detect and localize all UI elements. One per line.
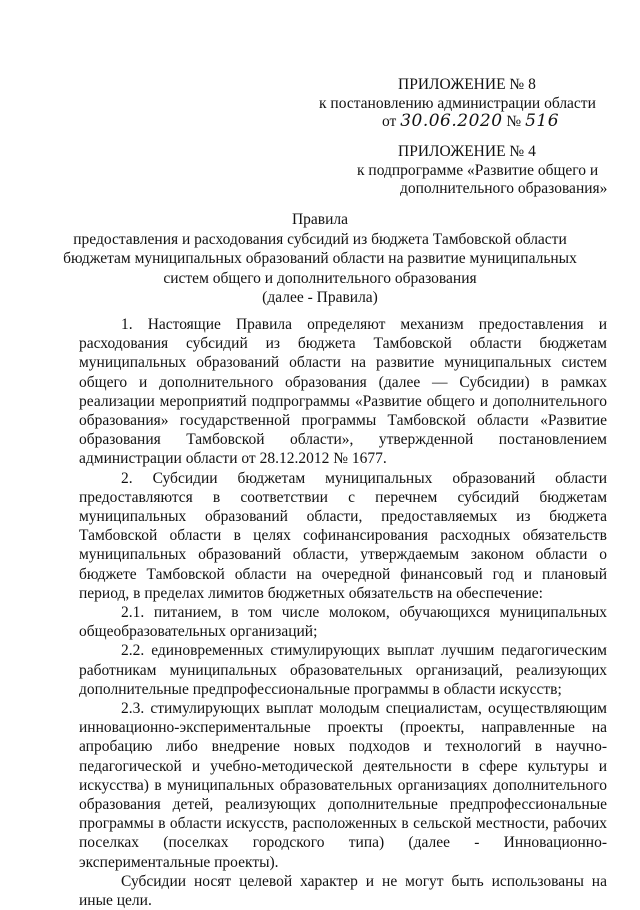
heading-line-5: (далее - Правила)	[262, 289, 378, 306]
paragraph-2: 2. Субсидии бюджетам муниципальных образований области предоставляются в соответствии с перечнем субсидий бюджетам муниципальных образований области, предоставляемых из бюджета Тамбовской области в целях софинансирования расходных обязательств муниципальных образований области, утверждаемым законом области о бюджете Тамбовской области на очередной финансовый год и плановый период, в пределах лимитов бюджетных обязательств на обеспечение:	[79, 469, 607, 602]
appendix-8-date-line	[382, 112, 559, 131]
appendix-4-line2: к подпрограмме «Развитие общего и	[357, 162, 599, 179]
rules-heading	[40, 210, 600, 308]
heading-line-2: предоставления и расходования субсидий из бюджета Тамбовской области	[73, 230, 567, 248]
appendix-8-subtitle: к постановлению администрации области	[319, 95, 596, 112]
paragraph-2-2: 2.2. единовременных стимулирующих выплат лучшим педагогическим работникам муниципальных образовательных организаций, реализующих дополнительные предпрофессиональные программы в области искусств;	[79, 642, 607, 698]
paragraph-2-3: 2.3. стимулирующих выплат молодым специалистам, осуществляющим инновационно-экспериментальные проекты (проекты, направленные на апробацию либо внедрение новых подходов и технологий в научно-педагогической и учебно-методической деятельности в сфере культуры и искусства) в муниципальных образовательных организациях дополнительного образования детей, реализующих дополнительные предпрофессиональные программы в области искусств, расположенных в сельской местности, рабочих поселках (поселках городского типа) (далее - Инновационно-экспериментальные проекты).	[79, 700, 607, 871]
heading-line-4: систем общего и дополнительного образования	[163, 269, 477, 287]
appendix-4-title: ПРИЛОЖЕНИЕ № 4	[398, 143, 536, 160]
paragraph-2-1: 2.1. питанием, в том числе молоком, обучающихся муниципальных общеобразовательных организаций;	[79, 604, 607, 641]
number-label: №	[506, 113, 522, 130]
heading-line-3: бюджетам муниципальных образований области на развитие муниципальных	[63, 250, 577, 267]
heading-line-1: Правила	[291, 211, 349, 228]
handwritten-date: 30.06.2020	[400, 111, 503, 131]
paragraph-1: 1. Настоящие Правила определяют механизм предоставления и расходования субсидий из бюджета Тамбовской области бюджетам муниципальных образований области на развитие муниципальных систем общего и дополнительного образования (далее — Субсидии) в рамках реализации мероприятий подпрограммы «Развитие общего и дополнительного образования» государственной программы Тамбовской области «Развитие образования Тамбовской области», утвержденной постановлением администрации области от 28.12.2012 № 1677.	[79, 316, 607, 468]
appendix-8-title: ПРИЛОЖЕНИЕ № 8	[398, 76, 536, 93]
document-body	[79, 315, 607, 910]
paragraph-3: Субсидии носят целевой характер и не могут быть использованы на иные цели.	[79, 872, 607, 910]
appendix-4-line3: дополнительного образования»	[400, 180, 608, 197]
handwritten-number: 516	[525, 111, 560, 131]
from-label: от	[382, 113, 397, 130]
